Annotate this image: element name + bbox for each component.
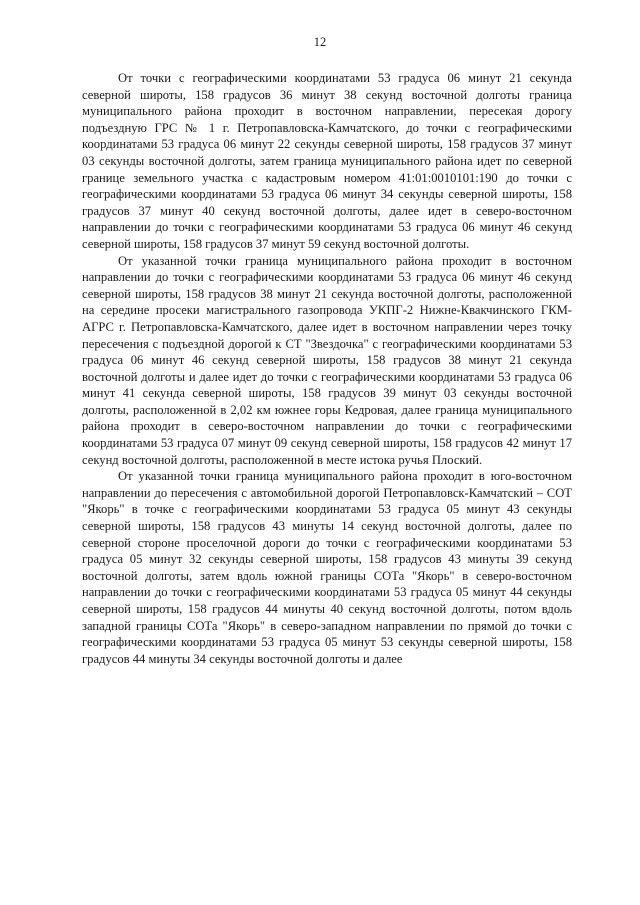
paragraph-2: От указанной точки граница муниципального района проходит в восточном направлении до точки с географическими координатами 53 градуса 06 минут 46 секунд северной широты, 158 градусов 38 минут 21 секунда восточной долготы, расположенной на середине просеки магистрального газопровода УКПГ-2 Нижне-Квакчинского ГКМ-АГРС г. Петропавловска-Камчатского, далее идет в восточном направлении через точку пересечения с подъездной дорогой к СТ "Звездочка" с географическими координатами 53 градуса 06 минут 46 секунд северной широты, 158 градусов 38 минут 21 секунда восточной долготы и далее идет до точки с географическими координатами 53 градуса 06 минут 41 секунда северной широты, 158 градусов 39 минут 03 секунды восточной долготы, расположенной в 2,02 км южнее горы Кедровая, далее граница муниципального района проходит в северо-восточном направлении до точки с географическими координатами 53 градуса 07 минут 09 секунд северной широты, 158 градусов 42 минут 17 секунд восточной долготы, расположенной в месте истока ручья Плоский. [82,253,572,467]
paragraph-1: От точки с географическими координатами 53 градуса 06 минут 21 секунда северной широты, 158 градусов 36 минут 38 секунд восточной долготы граница муниципального района проходит в восточном направлении, пересекая дорогу подъездную ГРС № 1 г. Петропавловска-Камчатского, до точки с географическими координатами 53 градуса 06 минут 22 секунды северной широты, 158 градусов 37 минут 03 секунды восточной долготы, затем граница муниципального района идет по северной границе земельного участка с кадастровым номером 41:01:0010101:190 до точки с географическими координатами 53 градуса 06 минут 34 секунды северной широты, 158 градусов 37 минут 40 секунд восточной долготы, далее идет в северо-восточном направлении до точки с географическими координатами 53 градуса 06 минут 46 секунд северной широты, 158 градусов 37 минут 59 секунд восточной долготы. [82,71,572,251]
page-number: 12 [313,35,327,49]
paragraph-3: От указанной точки граница муниципального района проходит в юго-восточном направлении до пересечения с автомобильной дорогой Петропавловск-Камчатский – СОТ "Якорь" в точке с географическими координатами 53 градуса 05 минут 43 секунды северной широты, 158 градусов 43 минуты 14 секунд восточной долготы, далее по северной стороне проселочной дороги до точки с географическими координатами 53 градуса 05 минут 32 секунды северной широты, 158 градусов 43 минуты 39 секунд восточной долготы, затем вдоль южной границы СОТа "Якорь" в северо-восточном направлении до точки с географическими координатами 53 градуса 05 минут 44 секунды северной широты, 158 градусов 44 минуты 40 секунд восточной долготы, потом вдоль западной границы СОТа "Якорь" в северо-западном направлении по прямой до точки с географическими координатами 53 градуса 05 минут 53 секунды северной широты, 158 градусов 44 минуты 34 секунды восточной долготы и далее [82,469,572,666]
document-body [82,70,572,667]
